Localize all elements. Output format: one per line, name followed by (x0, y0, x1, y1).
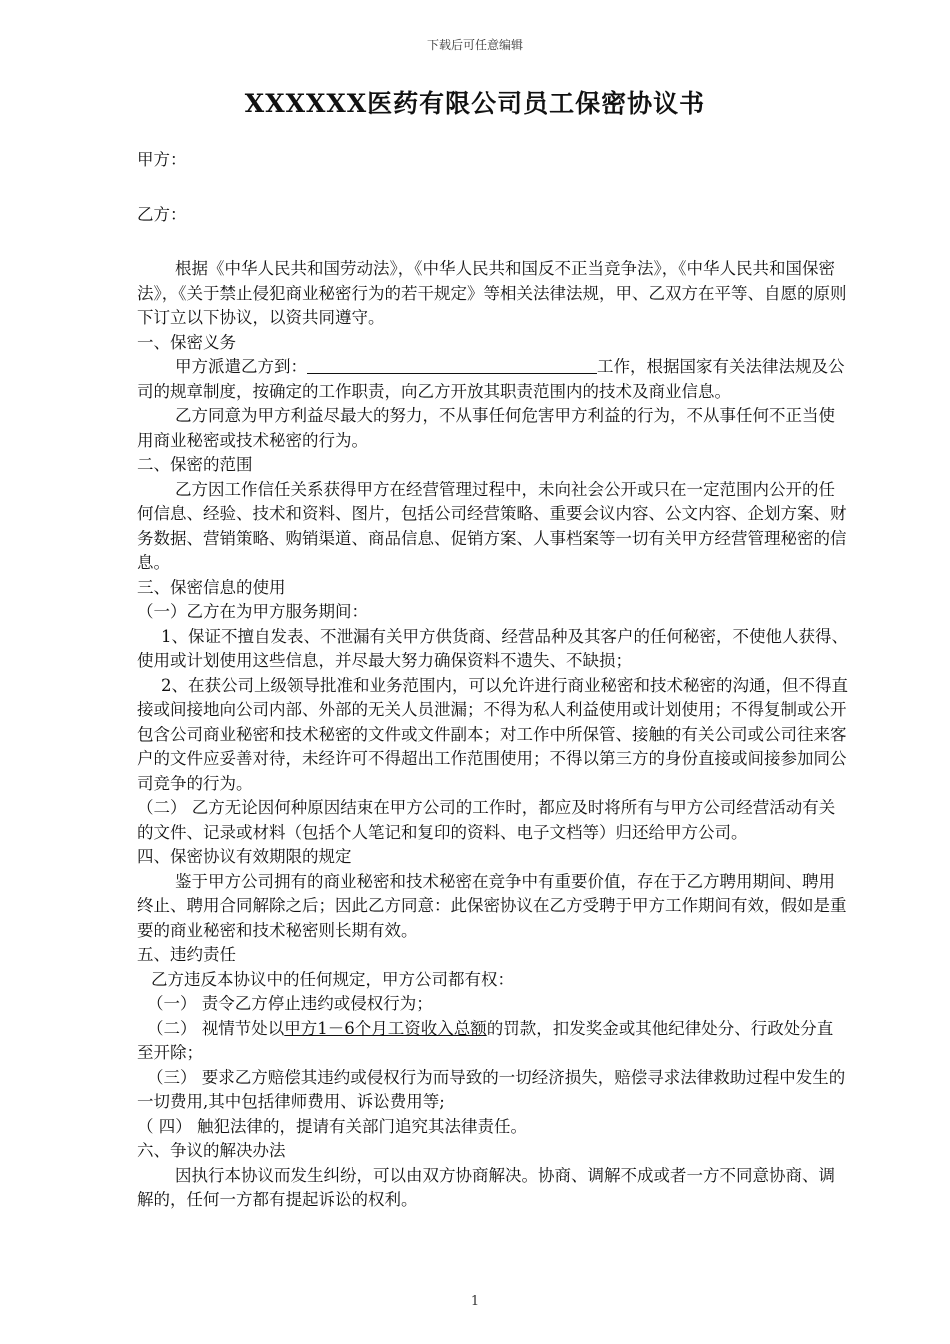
section-1-heading: 一、保密义务 (137, 332, 236, 352)
assignment-blank (307, 357, 597, 374)
section-3-sub-2: （二） 乙方无论因何种原因结束在甲方公司的工作时，都应及时将所有与甲方公司经营活动有关的文件、记录或材料（包括个人笔记和复印的资料、电子文档等）归还给甲方公司。 (137, 798, 836, 842)
section-5-item-4: （ 四） 触犯法律的，提请有关部门追究其法律责任。 (137, 1116, 527, 1136)
section-5-heading: 五、违约责任 (137, 945, 236, 964)
page-number: 1 (470, 1294, 480, 1309)
section-2-heading: 二、保密的范围 (137, 455, 253, 474)
intro-paragraph: 根据《中华人民共和国劳动法》，《中华人民共和国反不正当竞争法》，《中华人民共和国保密法》，《关于禁止侵犯商业秘密行为的若干规定》等相关法律法规，甲、乙双方在平等、自愿的原则下订立以下协议，以资共同遵守。 (137, 259, 847, 327)
document-title: XXXXXX医药有限公司员工保密协议书 (244, 89, 706, 118)
section-3-sub-1: （一）乙方在为甲方服务期间： (137, 602, 368, 621)
section-6-heading: 六、争议的解决办法 (137, 1141, 286, 1160)
section-3-item-1: 1、保证不擅自发表、不泄漏有关甲方供货商、经营品种及其客户的任何秘密，不使他人获得、使用或计划使用这些信息，并尽最大努力确保资料不遗失、不缺损； (137, 626, 848, 670)
section-5-item-1: （一） 责令乙方停止违约或侵权行为； (147, 994, 433, 1013)
document-body (137, 148, 849, 1213)
header-note: 下载后可任意编辑 (426, 38, 523, 52)
penalty-amount: 甲方1－6个月工资收入总额 (284, 1018, 487, 1038)
section-4-heading: 四、保密协议有效期限的规定 (137, 847, 352, 866)
party-a-line: 甲方： (137, 150, 187, 169)
section-4-paragraph-1: 鉴于甲方公司拥有的商业秘密和技术秘密在竞争中有重要价值，存在于乙方聘用期间、聘用终止、聘用合同解除之后；因此乙方同意：此保密协议在乙方受聘于甲方工作期间有效，假如是重要的商业秘密和技术秘密则长期有效。 (137, 871, 847, 940)
section-5-item-3: （三） 要求乙方赔偿其违约或侵权行为而导致的一切经济损失，赔偿寻求法律救助过程中发生的一切费用,其中包括律师费用、诉讼费用等; (137, 1067, 846, 1111)
section-1-paragraph-2: 乙方同意为甲方利益尽最大的努力，不从事任何危害甲方利益的行为，不从事任何不正当使用商业秘密或技术秘密的行为。 (137, 406, 835, 450)
section-1-paragraph-1 (137, 355, 849, 404)
section-3-heading: 三、保密信息的使用 (137, 577, 286, 597)
assignment-text: 工作，根据国家有关法律法规及公司的规章制度，按确定的工作职责，向乙方开放其职责范围内的技术及商业信息。 (137, 357, 845, 401)
section-3-item-2: 2、在获公司上级领导批准和业务范围内，可以允许进行商业秘密和技术秘密的沟通，但不得直接或间接地向公司内部、外部的无关人员泄漏；不得为私人利益使用或计划使用；不得复制或公开包含公司商业秘密和技术秘密的文件或文件副本；对工作中所保管、接触的有关公司或公司往来客户的文件应妥善对待，未经许可不得超出工作范围使用；不得以第三方的身份直接或间接参加同公司竞争的行为。 (137, 675, 848, 793)
assignment-label: 甲方派遣乙方到： (175, 357, 307, 376)
section-6-paragraph-1: 因执行本协议而发生纠纷，可以由双方协商解决。协商、调解不成或者一方不同意协商、调解的，任何一方都有提起诉讼的权利。 (137, 1165, 835, 1209)
penalty-prefix: （二） 视情节处以 (147, 1018, 285, 1038)
section-5-item-2 (137, 1017, 849, 1066)
party-b-line: 乙方： (137, 204, 187, 224)
section-2-paragraph-1: 乙方因工作信任关系获得甲方在经营管理过程中，未向社会公开或只在一定范围内公开的任何信息、经验、技术和资料、图片，包括公司经营策略、重要会议内容、公文内容、企划方案、财务数据、营销策略、购销渠道、商品信息、促销方案、人事档案等一切有关甲方经营管理秘密的信息。 (137, 479, 847, 572)
section-5-paragraph-1: 乙方违反本协议中的任何规定，甲方公司都有权： (151, 969, 514, 989)
penalty-suffix: 的罚款，扣发奖金或其他纪律处分、行政处分直至开除； (137, 1018, 834, 1062)
